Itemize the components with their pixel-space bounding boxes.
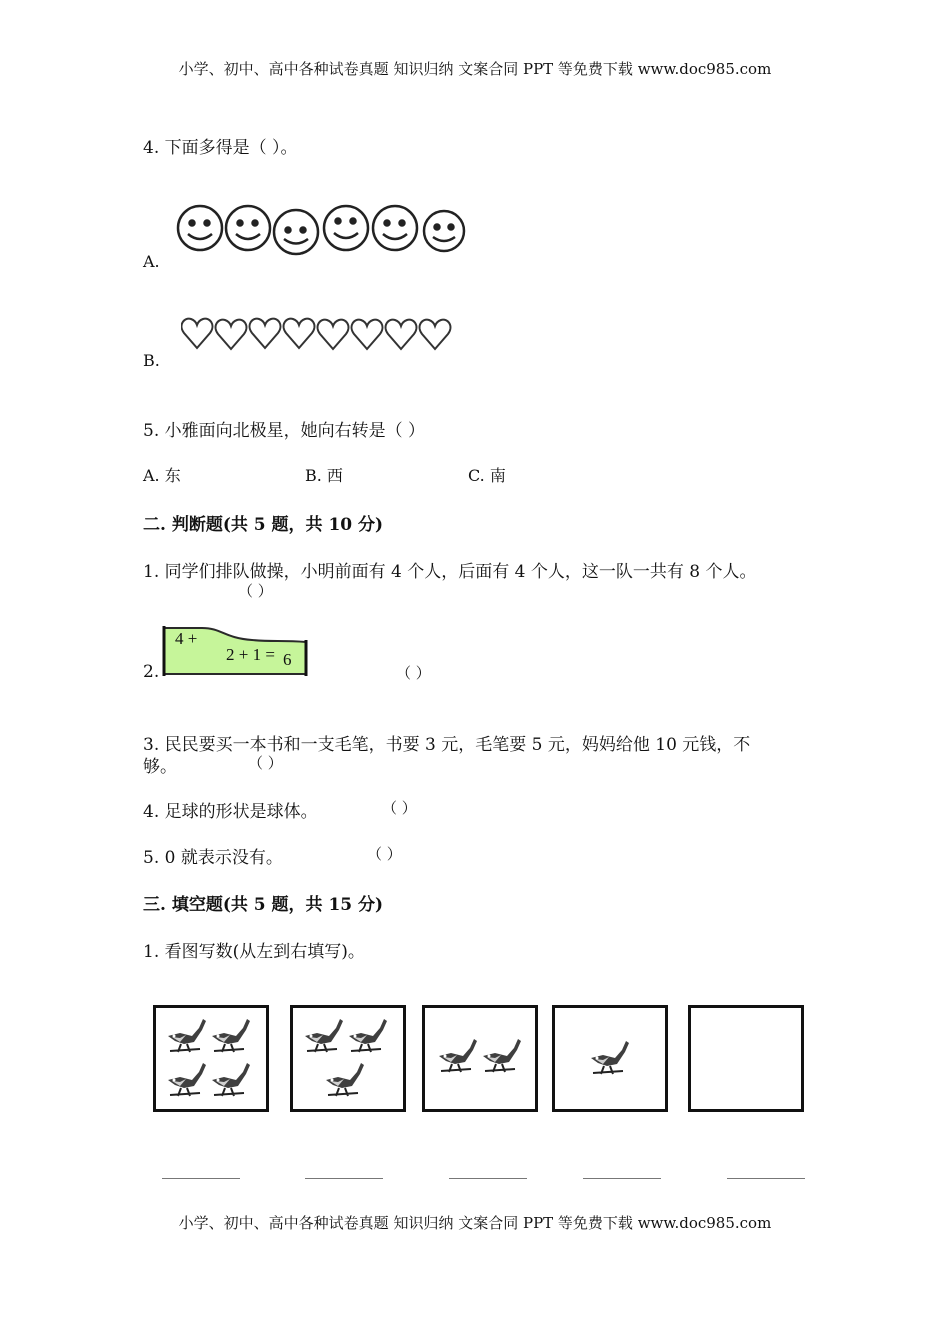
smiley-icon <box>226 206 270 250</box>
q5-option-a: A. 东 <box>143 466 181 485</box>
question-5-text: 5. 小雅面向北极星，她向右转是（ ） <box>143 421 426 441</box>
bird-icon <box>305 1019 343 1052</box>
bird-icon <box>212 1063 250 1096</box>
heart-icon <box>182 319 213 348</box>
heart-icon <box>420 320 451 349</box>
picture-box-5 <box>688 1005 804 1112</box>
heart-row <box>181 315 453 351</box>
bird-icon <box>168 1019 206 1052</box>
judge-item-4-paren: （ ） <box>382 799 417 817</box>
heart-icon <box>318 320 349 349</box>
q5-option-c: C. 南 <box>468 466 506 485</box>
question-4-text: 4. 下面多得是（ ）。 <box>143 138 298 158</box>
answer-blank-4[interactable] <box>583 1178 661 1179</box>
judge-item-5-text: 5. 0 就表示没有。 <box>143 848 283 868</box>
bird-icon <box>439 1039 477 1072</box>
judge-item-2-paren: （ ） <box>396 664 431 682</box>
page-header: 小学、初中、高中各种试卷真题 知识归纳 文案合同 PPT 等免费下载 www.doc985.com <box>178 60 772 78</box>
card-result-text: 6 <box>283 650 292 669</box>
bird-icon <box>591 1041 629 1074</box>
picture-box-3 <box>422 1005 538 1112</box>
answer-blank-1[interactable] <box>162 1178 240 1179</box>
heart-icon <box>386 320 417 349</box>
q5-option-b: B. 西 <box>305 466 343 485</box>
answer-blank-5[interactable] <box>727 1178 805 1179</box>
judge-item-3-text-cont: 够。 <box>143 757 177 777</box>
answer-blank-2[interactable] <box>305 1178 383 1179</box>
picture-box-2 <box>290 1005 406 1112</box>
heart-icon <box>250 319 281 348</box>
heart-icon <box>284 319 315 348</box>
picture-box-4 <box>552 1005 668 1112</box>
smiley-icon <box>424 211 464 251</box>
judge-item-1-text: 1. 同学们排队做操，小明前面有 4 个人，后面有 4 个人，这一队一共有 8 个人。 <box>143 562 757 582</box>
heart-icon <box>352 320 383 349</box>
option-a-label: A. <box>143 252 160 271</box>
heart-icon <box>216 320 247 349</box>
bird-icon <box>212 1019 250 1052</box>
fill-item-1-text: 1. 看图写数(从左到右填写)。 <box>143 942 365 962</box>
picture-box-1 <box>153 1005 269 1112</box>
smiley-icon <box>178 206 222 250</box>
bird-icon <box>483 1039 521 1072</box>
section-2-title: 二. 判断题(共 5 题，共 10 分) <box>143 515 384 535</box>
judge-item-3-paren: （ ） <box>248 754 283 772</box>
section-3-title: 三. 填空题(共 5 题，共 15 分) <box>143 895 384 915</box>
card-right-text: 2 + 1 = <box>226 645 275 664</box>
judge-item-2-number: 2. <box>143 662 160 682</box>
judge-item-1-paren: （ ） <box>238 582 273 600</box>
bird-icon <box>326 1063 364 1096</box>
judge-item-3-text: 3. 民民要买一本书和一支毛笔，书要 3 元，毛笔要 5 元，妈妈给他 10 元钱，不 <box>143 735 751 755</box>
smiley-icon <box>324 206 368 250</box>
judge-item-5-paren: （ ） <box>367 845 402 863</box>
bird-icon <box>168 1063 206 1096</box>
option-b-label: B. <box>143 351 160 370</box>
judge-item-4-text: 4. 足球的形状是球体。 <box>143 802 318 822</box>
card-left-text: 4 + <box>175 629 198 648</box>
page-footer: 小学、初中、高中各种试卷真题 知识归纳 文案合同 PPT 等免费下载 www.doc985.com <box>178 1214 772 1232</box>
answer-blank-3[interactable] <box>449 1178 527 1179</box>
bird-icon <box>349 1019 387 1052</box>
smiley-row <box>176 203 471 258</box>
smiley-icon <box>274 210 318 254</box>
smiley-icon <box>373 206 417 250</box>
